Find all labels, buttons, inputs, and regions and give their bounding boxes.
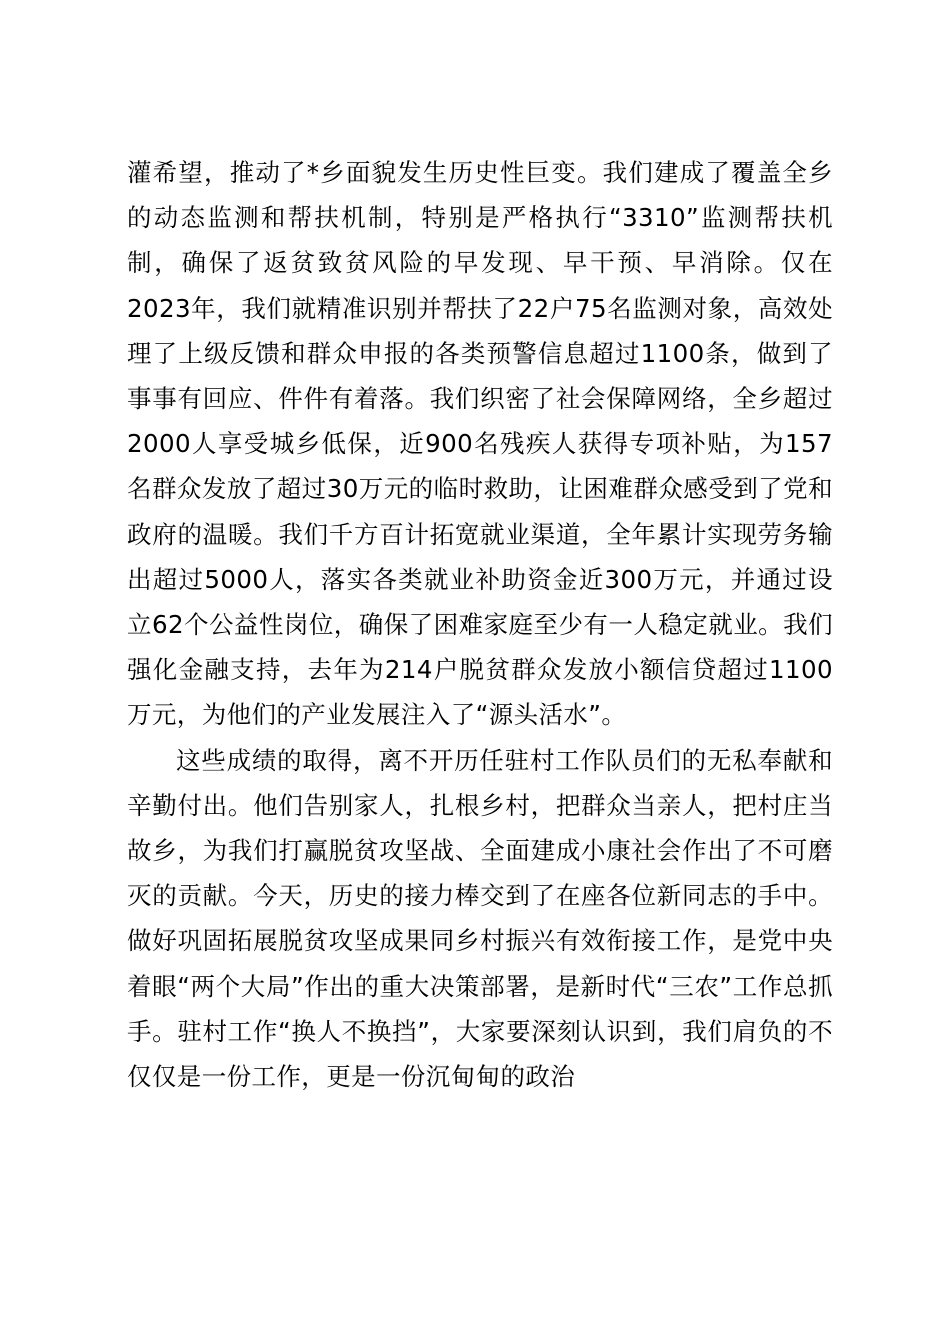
document-body xyxy=(127,150,833,1099)
paragraph-2: 这些成绩的取得，离不开历任驻村工作队员们的无私奉献和辛勤付出。他们告别家人，扎根乡村，把群众当亲人，把村庄当故乡，为我们打赢脱贫攻坚战、全面建成小康社会作出了不可磨灭的贡献。今天，历史的接力棒交到了在座各位新同志的手中。做好巩固拓展脱贫攻坚成果同乡村振兴有效衔接工作，是党中央着眼“两个大局”作出的重大决策部署，是新时代“三农”工作总抓手。驻村工作“换人不换挡”，大家要深刻认识到，我们肩负的不仅仅是一份工作，更是一份沉甸甸的政治 xyxy=(127,745,833,1092)
paragraph-1: 灌希望，推动了*乡面貌发生历史性巨变。我们建成了覆盖全乡的动态监测和帮扶机制，特别是严格执行“3310”监测帮扶机制，确保了返贫致贫风险的早发现、早干预、早消除。仅在2023年，我们就精准识别并帮扶了22户75名监测对象，高效处理了上级反馈和群众申报的各类预警信息超过1100条，做到了事事有回应、件件有着落。我们织密了社会保障网络，全乡超过2000人享受城乡低保，近900名残疾人获得专项补贴，为157名群众发放了超过30万元的临时救助，让困难群众感受到了党和政府的温暖。我们千方百计拓宽就业渠道，全年累计实现劳务输出超过5000人，落实各类就业补助资金近300万元，并通过设立62个公益性岗位，确保了困难家庭至少有一人稳定就业。我们强化金融支持，去年为214户脱贫群众发放小额信贷超过1100万元，为他们的产业发展注入了“源头活水”。 xyxy=(127,158,833,730)
